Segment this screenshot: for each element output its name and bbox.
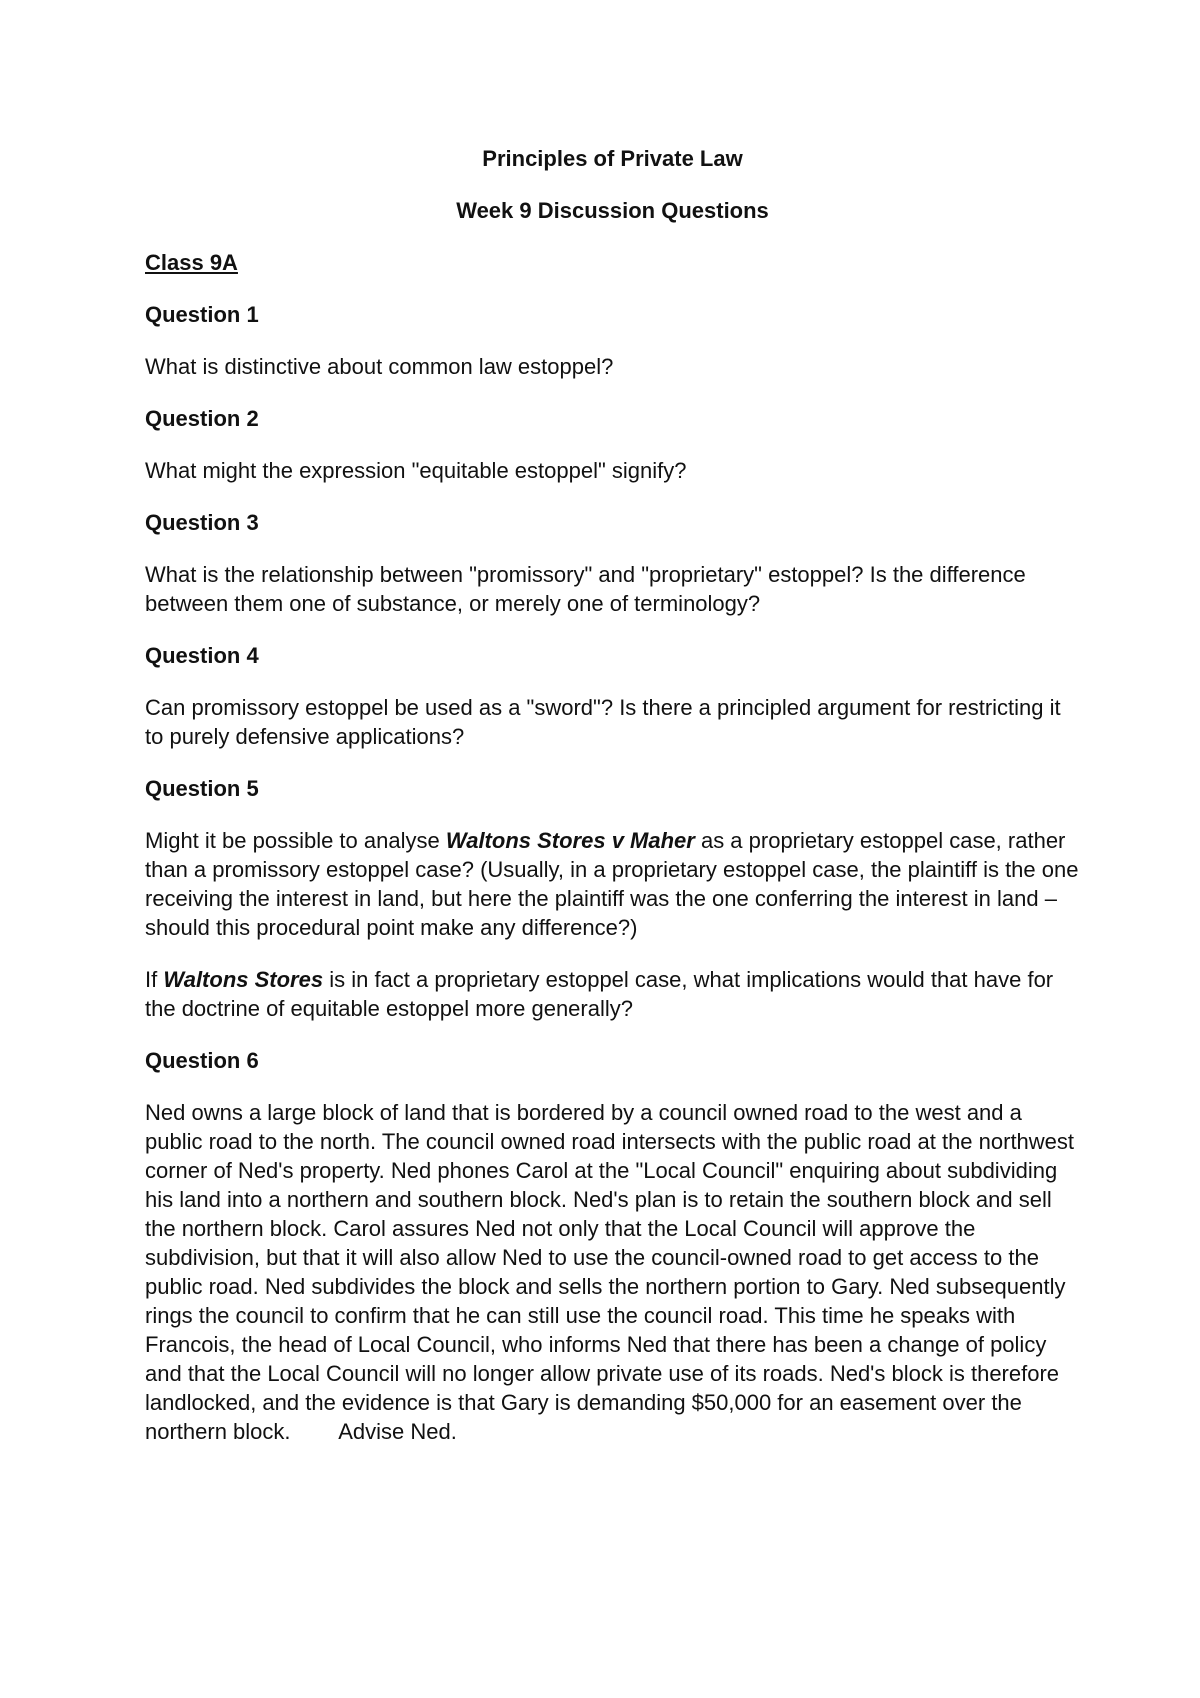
question-5-p2-before: If (145, 967, 164, 992)
question-5-heading: Question 5 (145, 776, 259, 801)
question-6-text: Ned owns a large block of land that is bordered by a council owned road to the west and a public road to the north. The council owned road intersects with the public road at the northwest corner of Ned's property. Ned phones Carol at the "Local Council" enquiring about subdividing his land into a northern and southern block. Ned's plan is to retain the southern block and sell the northern block. Carol assures Ned not only that the Local Council will approve the subdivision, but that it will also allow Ned to use the council-owned road to get access to the public road. Ned subdivides the block and sells the northern portion to Gary. Ned subsequently rings the council to confirm that he can still use the council road. This time he speaks with Francois, the head of Local Council, who informs Ned that there has been a change of policy and that the Local Council will no longer allow private use of its roads. Ned's block is therefore landlocked, and the evidence is that Gary is demanding $50,000 for an easement over the northern block. Advise Ned. (145, 1100, 1081, 1444)
document-body (145, 144, 1080, 1469)
question-1-text: What is distinctive about common law estoppel? (145, 354, 614, 379)
question-5-p1-before: Might it be possible to analyse (145, 828, 446, 853)
case-name-waltons-stores-v-maher: Waltons Stores v Maher (445, 828, 695, 853)
question-4-heading: Question 4 (145, 643, 259, 668)
question-5-p2-after: is in fact a proprietary estoppel case, what implications would that have for the doctrine of equitable estoppel more generally? (145, 967, 1054, 1021)
question-2-heading: Question 2 (145, 406, 259, 431)
question-5-paragraph-1 (145, 826, 1080, 942)
question-1-heading: Question 1 (145, 302, 259, 327)
question-3-heading: Question 3 (145, 510, 259, 535)
document-subtitle: Week 9 Discussion Questions (456, 198, 769, 223)
question-6-heading: Question 6 (145, 1048, 259, 1073)
question-4-text: Can promissory estoppel be used as a "sword"? Is there a principled argument for restricting it to purely defensive applications? (145, 695, 1061, 749)
case-name-waltons-stores: Waltons Stores (163, 967, 324, 992)
question-5-p1-after: as a proprietary estoppel case, rather than a promissory estoppel case? (Usually, in a proprietary estoppel case, the plaintiff is the one receiving the interest in land, but here the plaintiff was the one conferring the interest in land – should this procedural point make any difference?) (145, 828, 1079, 940)
question-3-text: What is the relationship between "promissory" and "proprietary" estoppel? Is the difference between them one of substance, or merely one of terminology? (145, 562, 1026, 616)
document-title: Principles of Private Law (482, 146, 743, 171)
question-2-text: What might the expression "equitable estoppel" signify? (145, 458, 687, 483)
class-heading: Class 9A (145, 250, 238, 275)
question-5-paragraph-2 (145, 965, 1080, 1023)
